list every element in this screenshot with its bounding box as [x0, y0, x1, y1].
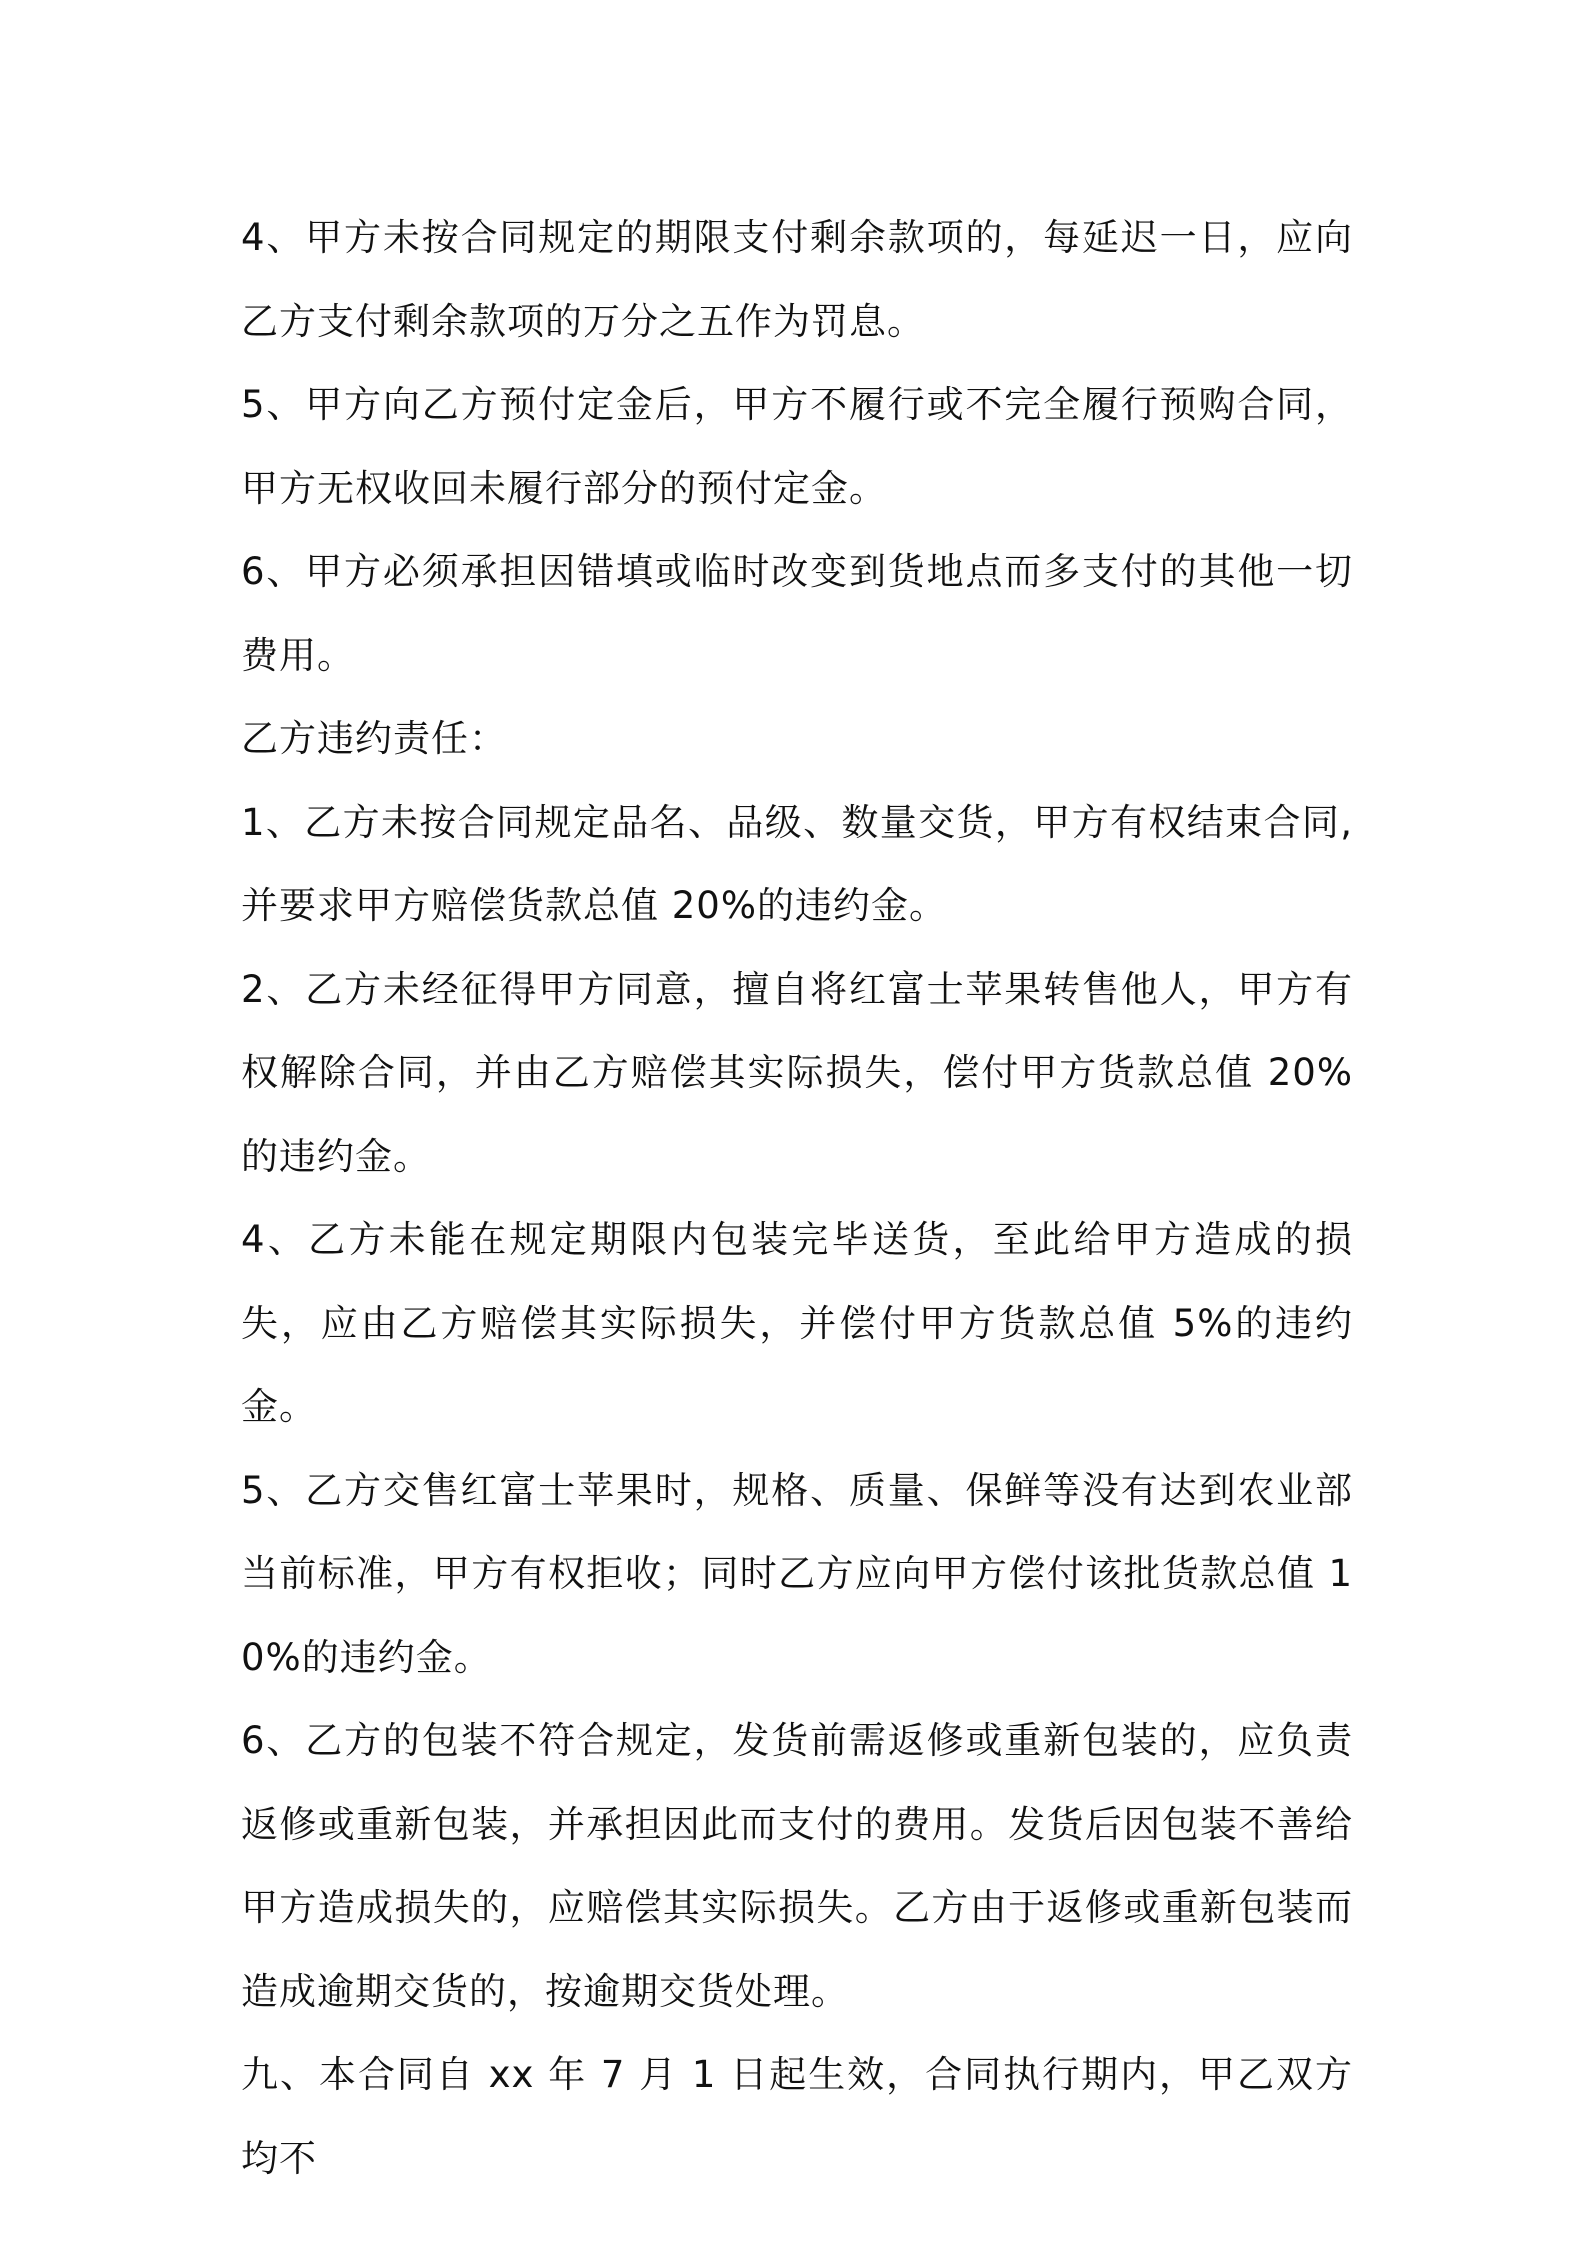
paragraph-effective-date: 九、本合同自 xx 年 7 月 1 日起生效，合同执行期内，甲乙双方均不 [241, 2053, 1353, 2180]
paragraph-party-b-delivery: 1、乙方未按合同规定品名、品级、数量交货，甲方有权结束合同,并要求甲方赔偿货款总值 20%的违约金。 [241, 800, 1353, 927]
paragraph-party-b-resale: 2、乙方未经征得甲方同意，擅自将红富士苹果转售他人，甲方有权解除合同，并由乙方赔偿其实际损失，偿付甲方货款总值 20%的违约金。 [241, 967, 1353, 1178]
paragraph-party-b-quality: 5、乙方交售红富士苹果时，规格、质量、保鲜等没有达到农业部当前标准，甲方有权拒收；同时乙方应向甲方偿付该批货款总值 10%的违约金。 [241, 1468, 1353, 1679]
document-body [241, 196, 1353, 2200]
paragraph-party-a-extra-costs: 6、甲方必须承担因错填或临时改变到货地点而多支付的其他一切费用。 [241, 550, 1353, 677]
paragraph-party-b-packaging: 6、乙方的包装不符合规定，发货前需返修或重新包装的，应负责返修或重新包装，并承担因此而支付的费用。发货后因包装不善给甲方造成损失的，应赔偿其实际损失。乙方由于返修或重新包装而造成逾期交货的，按逾期交货处理。 [241, 1719, 1353, 2013]
paragraph-party-b-late-packing: 4、乙方未能在规定期限内包装完毕送货，至此给甲方造成的损失，应由乙方赔偿其实际损失，并偿付甲方货款总值 5%的违约金。 [241, 1218, 1353, 1428]
paragraph-party-a-late-payment: 4、甲方未按合同规定的期限支付剩余款项的，每延迟一日，应向乙方支付剩余款项的万分之五作为罚息。 [241, 216, 1353, 343]
heading-party-b-liability: 乙方违约责任： [241, 717, 507, 760]
paragraph-party-a-deposit: 5、甲方向乙方预付定金后，甲方不履行或不完全履行预购合同，甲方无权收回未履行部分的预付定金。 [241, 383, 1353, 510]
